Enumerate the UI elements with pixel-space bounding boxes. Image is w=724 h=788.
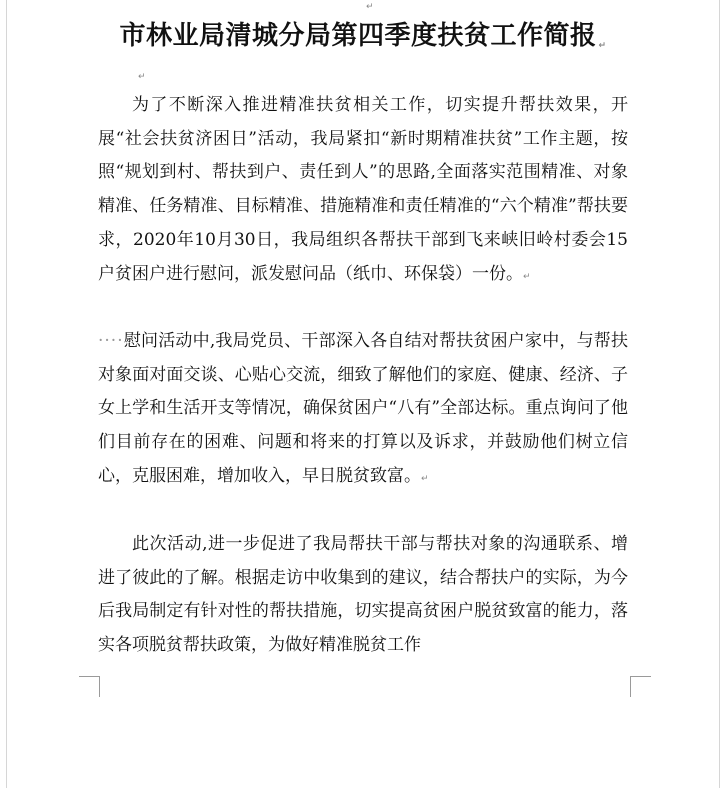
document-title[interactable] — [0, 18, 724, 54]
margin-corner-left — [79, 676, 100, 697]
paragraph-mark: ↵ — [138, 72, 146, 82]
title-text: 市林业局清城分局第四季度扶贫工作简报 — [119, 21, 597, 51]
paragraph-mark: ↵ — [366, 2, 374, 12]
paragraph-1[interactable] — [98, 89, 628, 294]
paragraph-mark: ↵ — [523, 271, 531, 282]
paragraph-2-text: 慰问活动中,我局党员、干部深入各自结对帮扶贫困户家中，与帮扶对象面对面交谈、心贴心交流，细致了解他们的家庭、健康、经济、子女上学和生活开支等情况，确保贫困户“八有”全部达标。重点询问了他们目前存在的困难、问题和将来的打算以及诉求，并鼓励他们树立信心，克服困难，增加收入，早日脱贫致富。 — [98, 331, 628, 486]
paragraph-3[interactable] — [98, 528, 628, 663]
paragraph-3-text: 此次活动,进一步促进了我局帮扶干部与帮扶对象的沟通联系、增进了彼此的了解。根据走访中收集到的建议，结合帮扶户的实际，为今后我局制定有针对性的帮扶措施，切实提高贫困户脱贫致富的能力，落实各项脱贫帮扶政策，为做好精准脱贫工作 — [98, 534, 628, 656]
indent-dots: ···· — [98, 331, 124, 351]
paragraph-mark: ↵ — [421, 473, 429, 484]
margin-corner-right — [630, 676, 651, 697]
paragraph-mark: ↵ — [598, 41, 607, 51]
paragraph-1-text: 为了不断深入推进精准扶贫相关工作，切实提升帮扶效果，开展“社会扶贫济困日”活动，我局紧扣“新时期精准扶贫”工作主题，按照“规划到村、帮扶到户、责任到人”的思路,全面落实范围精准、对象精准、任务精准、目标精准、措施精准和责任精准的“六个精准”帮扶要求，2020年10月30日，我局组织各帮扶干部到飞来峡旧岭村委会15户贫困户进行慰问，派发慰问品（纸巾、环保袋）一份。 — [98, 95, 628, 284]
paragraph-2[interactable] — [98, 325, 628, 497]
